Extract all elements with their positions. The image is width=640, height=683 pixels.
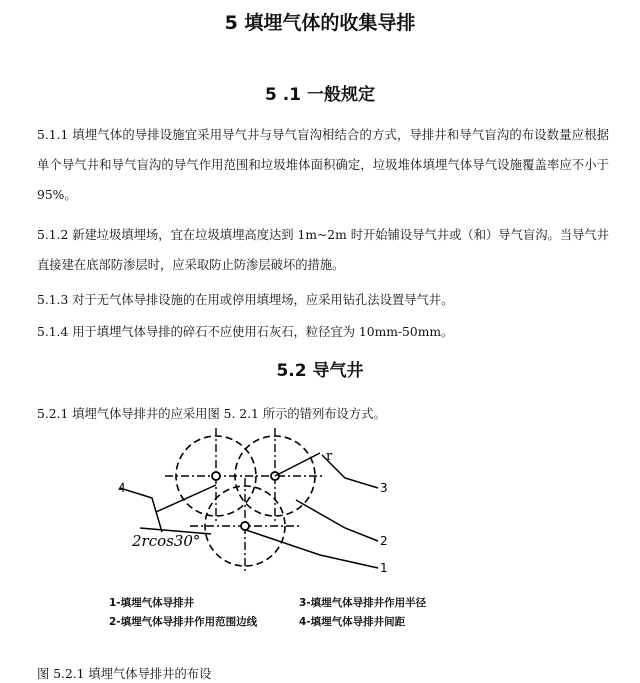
section-5-2-title: 5.2 导气井 [276,361,364,381]
legend-item-3: 3-填埋气体导排井作用半径 [299,597,427,609]
legend-item-4: 4-填埋气体导排井间距 [299,616,406,628]
label-2: 2 [380,534,388,548]
clause-5-1-2: 5.1.2 新建垃圾填埋场，宜在垃圾填埋高度达到 1m~2m 时开始铺设导气井或（和）导气盲沟。当导气井直接建在底部防渗层时，应采取防止防渗层破坏的措施。 [37,228,609,272]
label-1: 1 [380,561,388,575]
well-point [212,472,220,480]
figure-caption: 图 5.2.1 填埋气体导排井的布设 [37,667,212,681]
chapter-title: 5 填埋气体的收集导排 [224,12,416,34]
legend-item-2: 2-填埋气体导排井作用范围边线 [109,616,258,628]
clause-5-1-1: 5.1.1 填埋气体的导排设施宜采用导气井与导气盲沟相结合的方式，导排井和导气盲沟的布设数量应根据单个导气井和导气盲沟的导气作用范围和垃圾堆体面积确定，垃圾堆体填埋气体导气设施覆盖率应不小于 95%。 [37,128,609,202]
label-4: 4 [118,481,126,495]
clause-5-1-3: 5.1.3 对于无气体导排设施的在用或停用填埋场，应采用钻孔法设置导气井。 [37,293,454,307]
label-3: 3 [380,481,388,495]
label-r: r [326,449,333,464]
well-point [241,522,249,530]
clause-5-2-1: 5.2.1 填埋气体导排井的应采用图 5. 2.1 所示的错列布设方式。 [37,407,386,421]
section-5-1-title: 5 .1 一般规定 [265,85,375,105]
clause-5-1-4: 5.1.4 用于填埋气体导排的碎石不应使用石灰石，粒径宜为 10mm-50mm。 [37,325,454,339]
legend-item-1: 1-填埋气体导排井 [109,597,195,609]
spacing-formula: 2rcos30° [132,532,201,550]
